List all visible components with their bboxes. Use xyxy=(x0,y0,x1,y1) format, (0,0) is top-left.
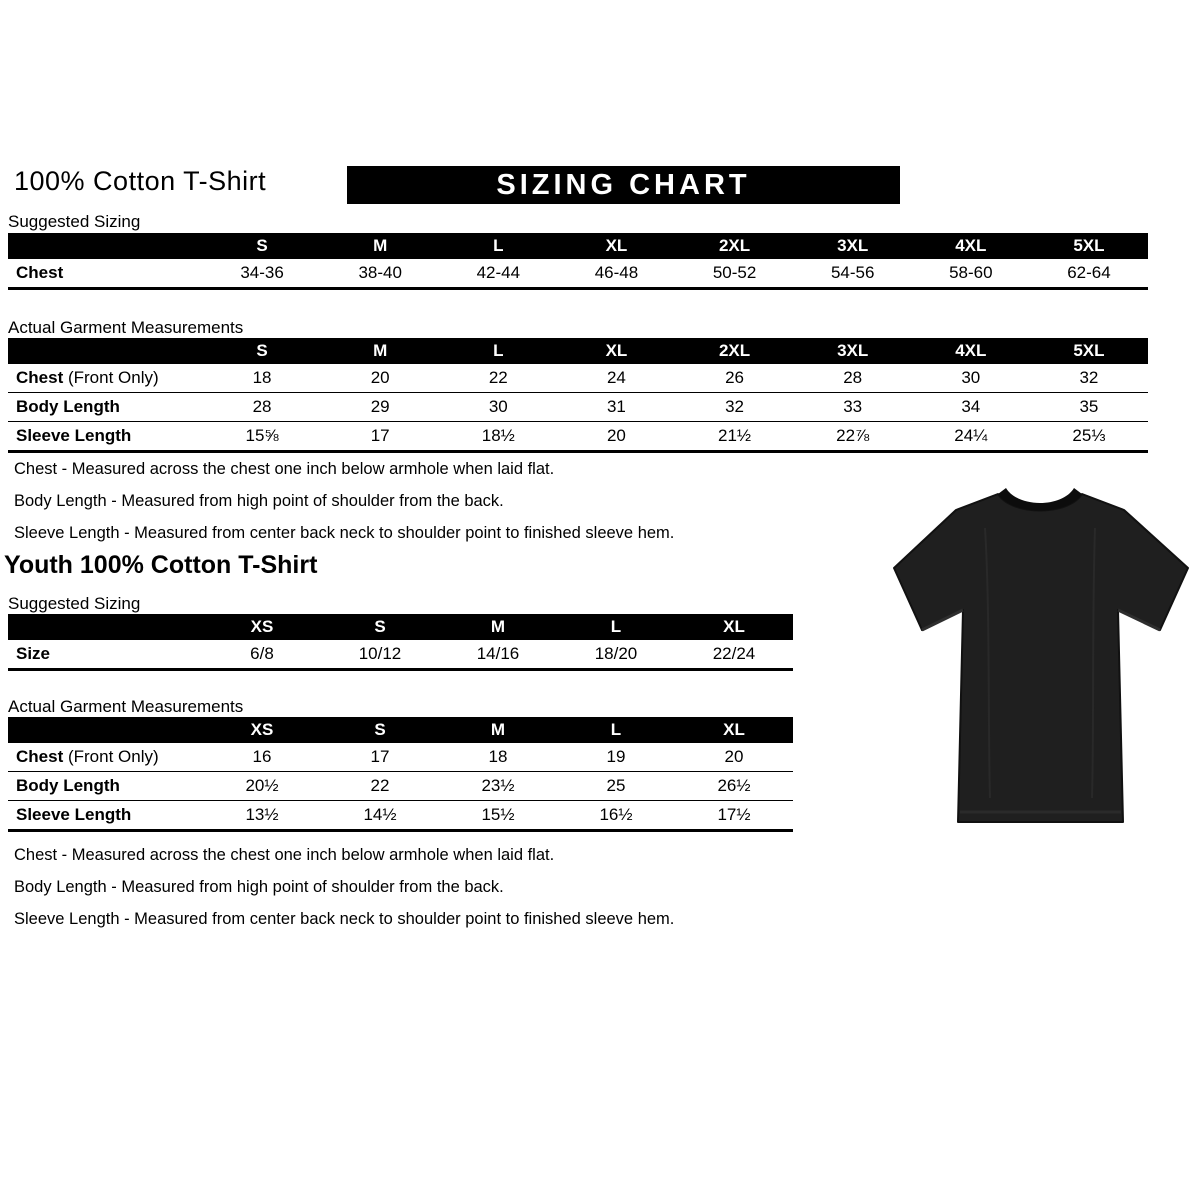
measurement-cell: 18½ xyxy=(439,422,557,452)
tshirt-graphic xyxy=(890,468,1192,840)
measurement-cell: 18 xyxy=(439,743,557,772)
youth-actual-measurements-label: Actual Garment Measurements xyxy=(8,697,244,716)
measurement-cell: 13½ xyxy=(203,801,321,831)
measurement-cell: 29 xyxy=(321,393,439,422)
measurement-cell: 25 xyxy=(557,772,675,801)
note-body-length: Body Length - Measured from high point of shoulder from the back. xyxy=(14,492,504,510)
note-sleeve-length: Sleeve Length - Measured from center back neck to shoulder point to finished sleeve hem. xyxy=(14,524,675,542)
note-chest: Chest - Measured across the chest one inch below armhole when laid flat. xyxy=(14,460,555,478)
header-row xyxy=(8,614,793,640)
measurement-cell: 20 xyxy=(675,743,793,772)
measurement-cell: 58-60 xyxy=(912,259,1030,289)
size-column-header: XL xyxy=(557,233,675,259)
measurement-cell: 20 xyxy=(321,364,439,393)
measurement-cell: 62-64 xyxy=(1030,259,1148,289)
measurement-row xyxy=(8,640,793,670)
size-column-header: M xyxy=(439,614,557,640)
row-label: Chest xyxy=(8,259,203,289)
measurement-cell: 42-44 xyxy=(439,259,557,289)
measurement-cell: 34-36 xyxy=(203,259,321,289)
youth-suggested-sizing-label: Suggested Sizing xyxy=(8,594,141,613)
size-column-header: L xyxy=(439,233,557,259)
size-column-header: L xyxy=(557,614,675,640)
size-column-header: L xyxy=(439,338,557,364)
measurement-row xyxy=(8,364,1148,393)
size-column-header: S xyxy=(203,338,321,364)
size-column-header: XS xyxy=(203,614,321,640)
size-column-header: L xyxy=(557,717,675,743)
size-column-header: 5XL xyxy=(1030,233,1148,259)
note-sleeve-length: Sleeve Length - Measured from center back neck to shoulder point to finished sleeve hem. xyxy=(14,910,675,928)
measurement-row xyxy=(8,743,793,772)
measurement-cell: 17 xyxy=(321,422,439,452)
adult-actual-table xyxy=(8,338,1148,453)
measurement-row xyxy=(8,772,793,801)
page-title: 100% Cotton T-Shirt xyxy=(14,166,267,196)
size-column-header: 4XL xyxy=(912,233,1030,259)
measurement-cell: 17 xyxy=(321,743,439,772)
row-label: Sleeve Length xyxy=(8,801,203,831)
measurement-cell: 14½ xyxy=(321,801,439,831)
measurement-cell: 28 xyxy=(203,393,321,422)
adult-suggested-sizing-label: Suggested Sizing xyxy=(8,212,141,231)
measurement-cell: 17½ xyxy=(675,801,793,831)
size-column-header: XL xyxy=(675,614,793,640)
measurement-cell: 22 xyxy=(439,364,557,393)
row-label: Body Length xyxy=(8,772,203,801)
size-column-header: S xyxy=(321,717,439,743)
row-label: Chest (Front Only) xyxy=(8,364,203,393)
note-body-length: Body Length - Measured from high point of shoulder from the back. xyxy=(14,878,504,896)
measurement-cell: 26½ xyxy=(675,772,793,801)
empty-header-cell xyxy=(8,233,203,259)
measurement-cell: 26 xyxy=(676,364,794,393)
size-column-header: 3XL xyxy=(794,233,912,259)
row-label: Chest (Front Only) xyxy=(8,743,203,772)
sizing-chart-banner: SIZING CHART xyxy=(347,166,900,204)
size-table xyxy=(8,338,1148,453)
measurement-cell: 15⅝ xyxy=(203,422,321,452)
measurement-cell: 14/16 xyxy=(439,640,557,670)
measurement-cell: 32 xyxy=(1030,364,1148,393)
size-column-header: S xyxy=(321,614,439,640)
header-row xyxy=(8,717,793,743)
measurement-cell: 33 xyxy=(794,393,912,422)
measurement-cell: 23½ xyxy=(439,772,557,801)
measurement-cell: 16 xyxy=(203,743,321,772)
size-column-header: 5XL xyxy=(1030,338,1148,364)
measurement-cell: 24 xyxy=(557,364,675,393)
size-table xyxy=(8,717,793,832)
tshirt-image xyxy=(890,468,1192,840)
measurement-cell: 24¼ xyxy=(912,422,1030,452)
size-table xyxy=(8,233,1148,290)
size-column-header: M xyxy=(321,233,439,259)
empty-header-cell xyxy=(8,614,203,640)
size-column-header: M xyxy=(321,338,439,364)
row-label: Body Length xyxy=(8,393,203,422)
size-column-header: XL xyxy=(557,338,675,364)
measurement-row xyxy=(8,259,1148,289)
size-column-header: S xyxy=(203,233,321,259)
youth-actual-table xyxy=(8,717,793,832)
measurement-cell: 16½ xyxy=(557,801,675,831)
header-row xyxy=(8,233,1148,259)
measurement-cell: 22/24 xyxy=(675,640,793,670)
measurement-cell: 18 xyxy=(203,364,321,393)
row-label: Sleeve Length xyxy=(8,422,203,452)
measurement-cell: 25⅓ xyxy=(1030,422,1148,452)
size-column-header: XL xyxy=(675,717,793,743)
measurement-cell: 38-40 xyxy=(321,259,439,289)
empty-header-cell xyxy=(8,338,203,364)
size-column-header: XS xyxy=(203,717,321,743)
empty-header-cell xyxy=(8,717,203,743)
youth-measurement-notes xyxy=(14,846,674,942)
youth-title: Youth 100% Cotton T-Shirt xyxy=(4,551,318,579)
note-chest: Chest - Measured across the chest one inch below armhole when laid flat. xyxy=(14,846,555,864)
measurement-cell: 50-52 xyxy=(676,259,794,289)
measurement-cell: 15½ xyxy=(439,801,557,831)
measurement-cell: 54-56 xyxy=(794,259,912,289)
measurement-row xyxy=(8,422,1148,452)
measurement-cell: 30 xyxy=(439,393,557,422)
measurement-cell: 35 xyxy=(1030,393,1148,422)
measurement-cell: 28 xyxy=(794,364,912,393)
measurement-cell: 18/20 xyxy=(557,640,675,670)
measurement-cell: 31 xyxy=(557,393,675,422)
measurement-cell: 19 xyxy=(557,743,675,772)
measurement-row xyxy=(8,801,793,831)
youth-suggested-table xyxy=(8,614,793,671)
size-column-header: 3XL xyxy=(794,338,912,364)
adult-measurement-notes xyxy=(14,460,674,556)
measurement-cell: 32 xyxy=(676,393,794,422)
size-column-header: M xyxy=(439,717,557,743)
measurement-cell: 6/8 xyxy=(203,640,321,670)
size-table xyxy=(8,614,793,671)
row-label: Size xyxy=(8,640,203,670)
header-row xyxy=(8,338,1148,364)
size-column-header: 4XL xyxy=(912,338,1030,364)
measurement-cell: 22 xyxy=(321,772,439,801)
adult-actual-measurements-label: Actual Garment Measurements xyxy=(8,318,244,337)
measurement-cell: 21½ xyxy=(676,422,794,452)
size-column-header: 2XL xyxy=(676,233,794,259)
measurement-cell: 34 xyxy=(912,393,1030,422)
adult-suggested-table xyxy=(8,233,1148,290)
measurement-cell: 30 xyxy=(912,364,1030,393)
measurement-cell: 20½ xyxy=(203,772,321,801)
measurement-cell: 10/12 xyxy=(321,640,439,670)
size-column-header: 2XL xyxy=(676,338,794,364)
measurement-cell: 22⅞ xyxy=(794,422,912,452)
measurement-row xyxy=(8,393,1148,422)
measurement-cell: 20 xyxy=(557,422,675,452)
measurement-cell: 46-48 xyxy=(557,259,675,289)
